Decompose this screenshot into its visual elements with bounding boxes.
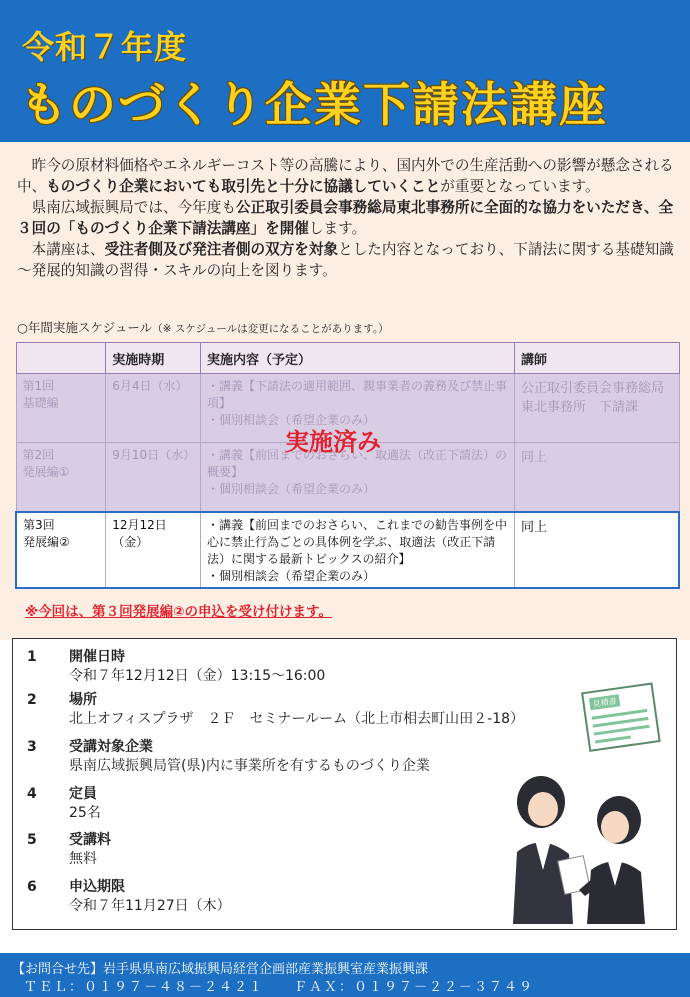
event-details-box: 1 開催日時 令和７年12月12日（金）13:15～16:00 2 場所 北上オフィスプラザ ２Ｆ セミナールーム（北上市相去町山田２-18） 3 受講対象企業 県南広域振興局管(県)内に事業所を有するものづくり企業 4 定員 25名 5 受講料 無料 6 申込期限 令和７年11月27日（木） 見積書 — [12, 638, 677, 930]
header-content: 実施内容（予定） — [201, 343, 515, 374]
business-people-illustration — [491, 774, 661, 924]
schedule-heading: ○年間実施スケジュール（※ スケジュールは変更になることがあります。） — [17, 320, 389, 335]
contact-footer — [0, 953, 690, 997]
intro-paragraph-2: 県南広域振興局では、今年度も公正取引委員会事務総局東北事務所に全面的な協力をいただき、全３回の「ものづくり企業下請法講座」を開催します。 — [17, 199, 674, 237]
session-cell: 第2回 発展編① — [16, 443, 106, 513]
header-date: 実施時期 — [106, 343, 201, 374]
contact-phone-fax: ＴＥＬ：０１９７－４８－２４２１ ＦＡＸ：０１９７－２２－３７４９ — [24, 980, 535, 995]
header-session — [16, 343, 106, 374]
completed-stamp: 実施済み — [285, 428, 381, 456]
content-cell: ・講義【前回までのおさらい、取適法（改正下請法）の概要】 ・個別相談会（希望企業のみ） — [201, 443, 515, 513]
content-cell: ・講義【前回までのおさらい、これまでの勧告事例を中心に禁止行為ごとの具体例を学ぶ、取適法（改正下請法）に関する最新トピックスの紹介】 ・個別相談会（希望企業のみ） — [201, 512, 515, 588]
application-notice: ※今回は、第３回発展編②の申込を受け付けます。 — [25, 604, 332, 620]
schedule-row-3 — [16, 512, 679, 588]
content-cell: ・講義【下請法の適用範囲、親事業者の義務及び禁止事項】 ・個別相談会（希望企業のみ） — [201, 374, 515, 443]
estimate-label: 見積書 — [592, 696, 618, 709]
date-cell: 6月4日（水） — [106, 374, 201, 443]
contact-office: 【お問合せ先】岩手県県南広域振興局経営企画部産業振興室産業振興課 — [12, 962, 429, 977]
intro-paragraph-3: 本講座は、受注者側及び発注者側の双方を対象とした内容となっており、下請法に関する基礎知識～発展的知識の習得・スキルの向上を図ります。 — [17, 241, 674, 279]
instructor-cell: 同上 — [514, 443, 679, 513]
instructor-cell: 公正取引委員会事務総局東北事務所 下請課 — [514, 374, 679, 443]
session-cell: 第3回 発展編② — [16, 512, 106, 588]
schedule-table — [15, 342, 680, 589]
page-title: ものづくり企業下請法講座 — [20, 78, 608, 133]
date-cell: 9月10日（水） — [106, 443, 201, 513]
header-instructor: 講師 — [514, 343, 679, 374]
fiscal-year: 令和７年度 — [22, 28, 188, 66]
session-cell: 第1回 基礎編 — [16, 374, 106, 443]
date-cell: 12月12日 （金） — [106, 512, 201, 588]
intro-paragraph-1: 昨今の原材料価格やエネルギーコスト等の高騰により、国内外での生産活動への影響が懸念される中、ものづくり企業においても取引先と十分に協議していくことが重要となっています。 — [17, 157, 674, 195]
schedule-header-row — [16, 343, 679, 374]
intro-text — [17, 155, 677, 281]
estimate-document-icon — [578, 682, 666, 754]
header-banner — [0, 0, 690, 142]
instructor-cell: 同上 — [514, 512, 679, 588]
